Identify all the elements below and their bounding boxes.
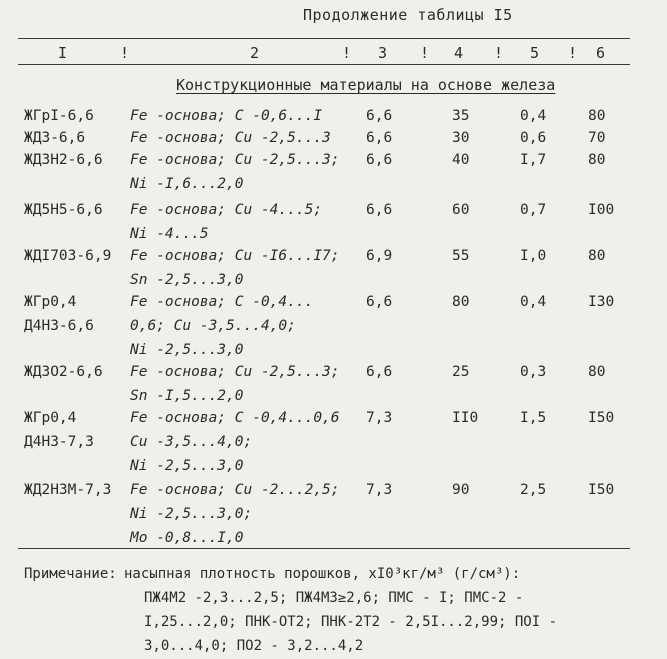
hardness-cell: I30 xyxy=(588,294,615,310)
composition-line: Fe -основа; Cu -I6...I7; xyxy=(130,248,340,264)
composition-line: Ni -2,5...3,0 xyxy=(130,458,244,474)
note-line: 3,0...4,0; ПО2 - 3,2...4,2 xyxy=(144,638,364,654)
hardness-cell: I50 xyxy=(588,410,615,426)
grade-cell: ЖД2Н3М-7,3 xyxy=(24,482,112,498)
strength-cell: 30 xyxy=(452,130,470,146)
grade-cell: ЖГрI-6,6 xyxy=(24,108,94,124)
grade-cell-continued: Д4Н3-6,6 xyxy=(24,318,94,334)
elongation-cell: 0,3 xyxy=(520,364,547,380)
grade-cell: ЖГр0,4 xyxy=(24,410,77,426)
header-col-5: 5 xyxy=(530,44,540,62)
composition-line: Cu -3,5...4,0; xyxy=(130,434,253,450)
note-line: I,25...2,0; ПНК-ОТ2; ПНК-2Т2 - 2,5I...2,99; ПОI - xyxy=(144,614,558,630)
header-col-2: 2 xyxy=(250,44,260,62)
density-cell: 6,9 xyxy=(366,248,393,264)
hardness-cell: 80 xyxy=(588,248,606,264)
hardness-cell: 80 xyxy=(588,364,606,380)
strength-cell: 55 xyxy=(452,248,470,264)
strength-cell: 25 xyxy=(452,364,470,380)
hardness-cell: I50 xyxy=(588,482,615,498)
note-line: насыпная плотность порошков, xI0³кг/м³ (г/см³): xyxy=(124,566,521,582)
composition-line: Fe -основа; Cu -2,5...3; xyxy=(130,364,340,380)
strength-cell: 40 xyxy=(452,152,470,168)
composition-line: Fe -основа; Cu -2...2,5; xyxy=(130,482,340,498)
elongation-cell: 0,4 xyxy=(520,294,547,310)
grade-cell: ЖД3Н2-6,6 xyxy=(24,152,103,168)
composition-line: Sn -2,5...3,0 xyxy=(130,272,244,288)
header-col-6: 6 xyxy=(596,44,606,62)
elongation-cell: I,0 xyxy=(520,248,547,264)
density-cell: 6,6 xyxy=(366,202,393,218)
header-sep: ! xyxy=(420,44,430,62)
header-col-3: 3 xyxy=(378,44,388,62)
header-top-rule xyxy=(18,38,630,39)
strength-cell: 60 xyxy=(452,202,470,218)
elongation-cell: 0,7 xyxy=(520,202,547,218)
grade-cell: ЖГр0,4 xyxy=(24,294,77,310)
hardness-cell: 80 xyxy=(588,152,606,168)
density-cell: 6,6 xyxy=(366,130,393,146)
grade-cell: ЖДI703-6,9 xyxy=(24,248,112,264)
density-cell: 6,6 xyxy=(366,108,393,124)
header-bottom-rule xyxy=(18,64,630,65)
header-sep: ! xyxy=(120,44,130,62)
elongation-cell: I,5 xyxy=(520,410,547,426)
composition-line: Ni -2,5...3,0; xyxy=(130,506,253,522)
composition-line: Ni -I,6...2,0 xyxy=(130,176,244,192)
header-col-4: 4 xyxy=(454,44,464,62)
composition-line: Fe -основа; Cu -2,5...3; xyxy=(130,152,340,168)
header-col-1: I xyxy=(58,44,68,62)
composition-line: Fe -основа; C -0,6...I xyxy=(130,108,323,124)
hardness-cell: 80 xyxy=(588,108,606,124)
elongation-cell: I,7 xyxy=(520,152,547,168)
elongation-cell: 2,5 xyxy=(520,482,547,498)
composition-line: Fe -основа; C -0,4... xyxy=(130,294,314,310)
grade-cell: ЖД3-6,6 xyxy=(24,130,86,146)
header-sep: ! xyxy=(568,44,578,62)
composition-line: 0,6; Cu -3,5...4,0; xyxy=(130,318,296,334)
hardness-cell: 70 xyxy=(588,130,606,146)
composition-line: Fe -основа; Cu -2,5...3 xyxy=(130,130,331,146)
header-sep: ! xyxy=(342,44,352,62)
table-bottom-rule xyxy=(18,548,630,549)
composition-line: Mo -0,8...I,0 xyxy=(130,530,244,546)
grade-cell: ЖД3О2-6,6 xyxy=(24,364,103,380)
composition-line: Fe -основа; C -0,4...0,6 xyxy=(130,410,340,426)
density-cell: 7,3 xyxy=(366,482,393,498)
hardness-cell: I00 xyxy=(588,202,615,218)
density-cell: 6,6 xyxy=(366,152,393,168)
elongation-cell: 0,4 xyxy=(520,108,547,124)
grade-cell: ЖД5Н5-6,6 xyxy=(24,202,103,218)
strength-cell: 35 xyxy=(452,108,470,124)
table-caption: Продолжение таблицы I5 xyxy=(303,6,513,24)
header-sep: ! xyxy=(494,44,504,62)
section-title: Конструкционные материалы на основе железа xyxy=(176,76,556,94)
elongation-cell: 0,6 xyxy=(520,130,547,146)
strength-cell: 80 xyxy=(452,294,470,310)
note-line: ПЖ4М2 -2,3...2,5; ПЖ4М3≥2,6; ПМС - I; ПМС-2 - xyxy=(144,590,524,606)
composition-line: Ni -2,5...3,0 xyxy=(130,342,244,358)
note-label: Примечание: xyxy=(24,566,117,582)
density-cell: 6,6 xyxy=(366,364,393,380)
density-cell: 7,3 xyxy=(366,410,393,426)
density-cell: 6,6 xyxy=(366,294,393,310)
strength-cell: II0 xyxy=(452,410,479,426)
grade-cell-continued: Д4Н3-7,3 xyxy=(24,434,94,450)
composition-line: Ni -4...5 xyxy=(130,226,209,242)
composition-line: Fe -основа; Cu -4...5; xyxy=(130,202,323,218)
strength-cell: 90 xyxy=(452,482,470,498)
composition-line: Sn -I,5...2,0 xyxy=(130,388,244,404)
